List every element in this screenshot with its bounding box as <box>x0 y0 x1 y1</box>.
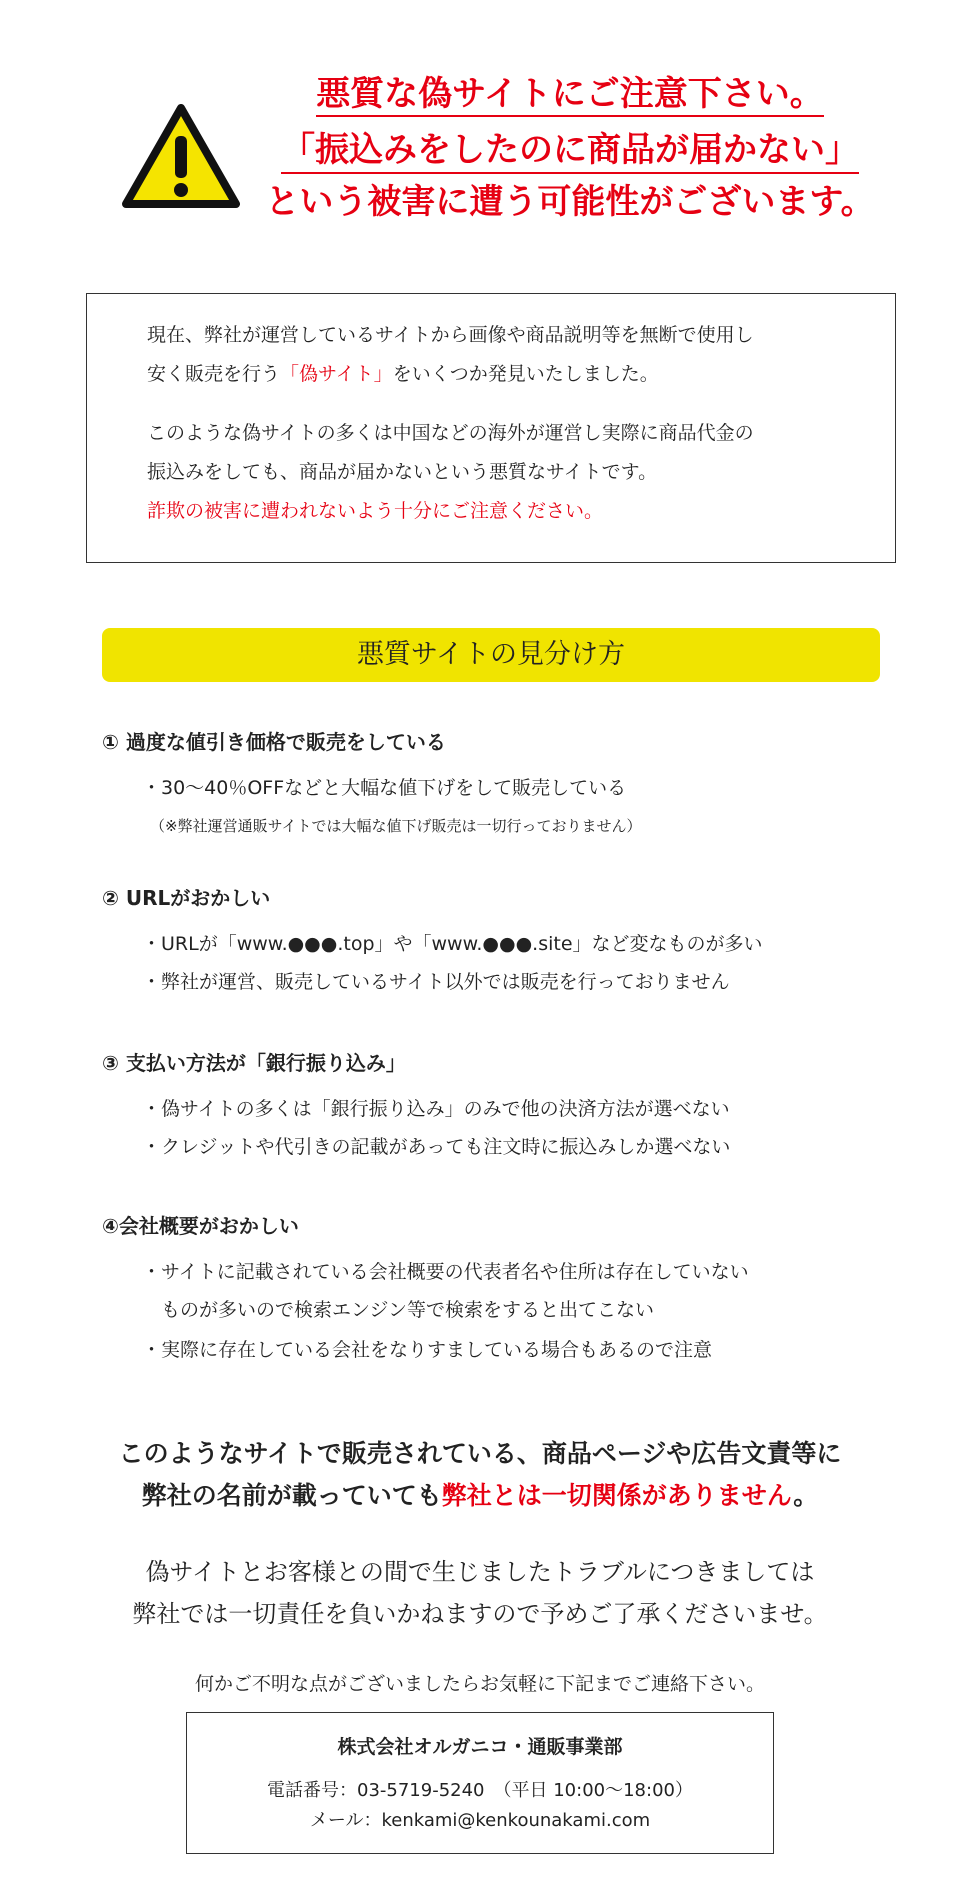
warning-triangle-icon <box>122 104 240 208</box>
apology-line-1: 偽サイトとお客様との間で生じましたトラブルにつきましては <box>145 1558 815 1586</box>
notice-paragraph-1: 現在、弊社が運営しているサイトから画像や商品説明等を無断で使用し 安く販売を行う「偽サイト」をいくつか発見いたしました。 <box>147 324 754 385</box>
disclaimer-line-1: このようなサイトで販売されている、商品ページや広告文責等に <box>118 1439 842 1468</box>
fraud-warning-text: 詐欺の被害に遭われないよう十分にご注意ください。 <box>147 500 604 522</box>
guide-banner: 悪質サイトの見分け方 <box>102 628 880 682</box>
company-name: 株式会社オルガニコ・通販事業部 <box>337 1736 623 1758</box>
warning-headline-2: 「振込みをしたのに商品が届かない」 <box>260 124 880 176</box>
section-title-2: ② URLがおかしい <box>102 886 271 910</box>
notice-box <box>86 293 896 563</box>
contact-box <box>186 1712 774 1854</box>
contact-phone: 電話番号：03-5719-5240 （平日 10:00～18:00） <box>267 1780 693 1801</box>
section-1-item-1: ・30～40％OFFなどと大幅な値下げをして販売している <box>142 777 627 799</box>
fake-site-highlight: 「偽サイト」 <box>280 363 393 385</box>
notice-paragraph-2: このような偽サイトの多くは中国などの海外が運営し実際に商品代金の 振込みをしても、商品が届かないという悪質なサイトです。 詐欺の被害に遭われないよう十分にご注意ください。 <box>147 422 754 522</box>
apology-line-2: 弊社では一切責任を負いかねますので予めご了承くださいませ。 <box>132 1600 828 1628</box>
section-title-4: ④会社概要がおかしい <box>102 1214 299 1238</box>
no-relation-highlight: 弊社とは一切関係がありません <box>441 1481 794 1510</box>
section-3-item-1: ・偽サイトの多くは「銀行振り込み」のみで他の決済方法が選べない <box>142 1098 730 1120</box>
contact-email: メール：kenkami@kenkounakami.com <box>309 1810 651 1831</box>
warning-headline-3: という被害に遭う可能性がございます。 <box>265 182 875 222</box>
section-4-item-1: ・サイトに記載されている会社概要の代表者名や住所は存在していない <box>142 1261 749 1283</box>
section-2-item-1: ・URLが「www.●●●.top」や「www.●●●.site」など変なものが多い <box>142 933 763 955</box>
contact-lead: 何かご不明な点がございましたらお気軽に下記までご連絡下さい。 <box>194 1673 765 1695</box>
section-3-item-2: ・クレジットや代引きの記載があっても注文時に振込みしか選べない <box>142 1136 731 1158</box>
section-2-item-2: ・弊社が運営、販売しているサイト以外では販売を行っておりません <box>142 971 730 993</box>
section-4-item-3: ・実際に存在している会社をなりすましている場合もあるので注意 <box>142 1339 713 1361</box>
section-title-1: ① 過度な値引き価格で販売をしている <box>102 730 446 754</box>
section-1-note: （※弊社運営通販サイトでは大幅な値下げ販売は一切行っておりません） <box>150 817 642 835</box>
disclaimer-line-2: 弊社の名前が載っていても弊社とは一切関係がありません。 <box>141 1481 819 1510</box>
section-title-3: ③ 支払い方法が「銀行振り込み」 <box>102 1051 406 1075</box>
section-4-item-2: ものが多いので検索エンジン等で検索をすると出てこない <box>142 1299 655 1321</box>
warning-headline-1: 悪質な偽サイトにご注意下さい。 <box>260 68 880 120</box>
